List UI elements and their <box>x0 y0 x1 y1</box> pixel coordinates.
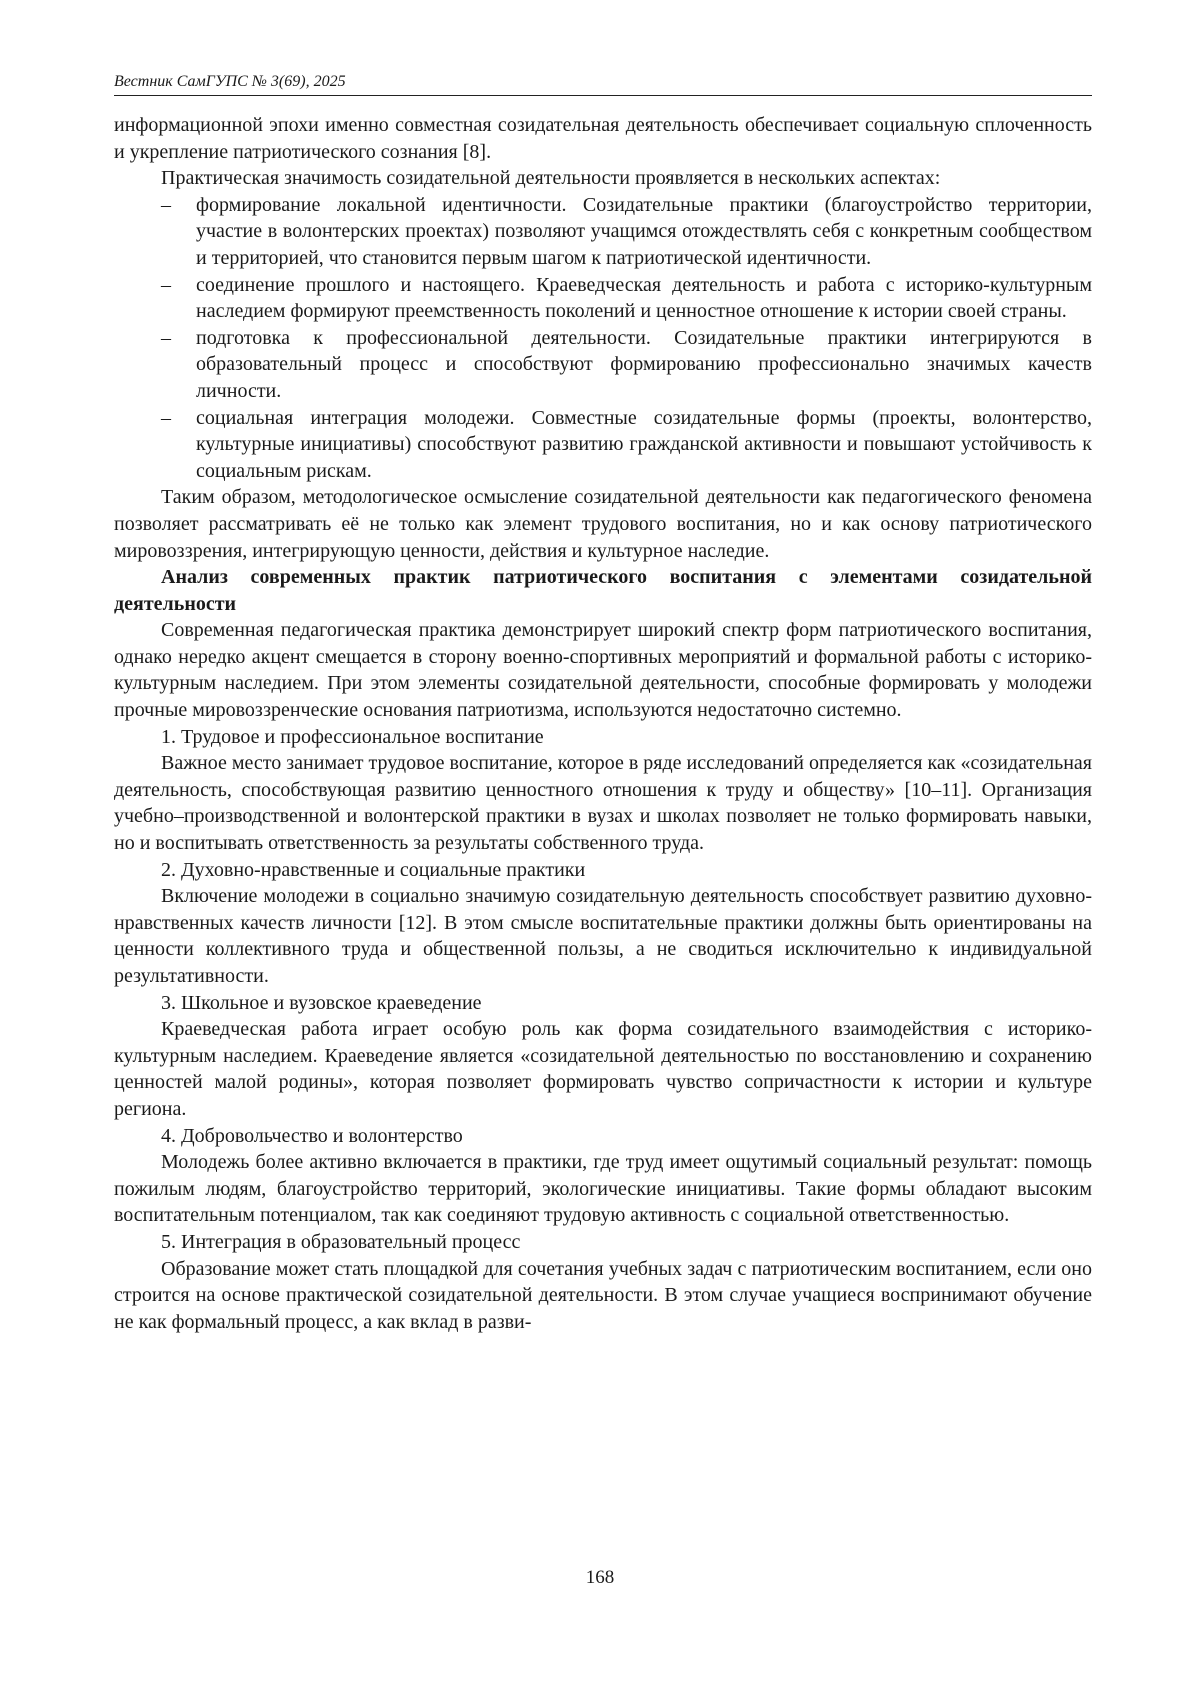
paragraph-aspects-intro: Практическая значимость созидательной деятельности проявляется в нескольких аспектах: <box>161 167 941 190</box>
list-dash: – <box>161 273 171 296</box>
subheading-moral: 2. Духовно-нравственные и социальные практики <box>161 858 586 881</box>
paragraph-conclusion: Таким образом, методологическое осмысление созидательной деятельности как педагогического феномена позволяет рассматривать её не только как элемент трудового воспитания, но и как основу патриотического мировоззрения, интегрирующую ценности, действия и культурное наследие. <box>114 486 1092 562</box>
list-item <box>114 192 1092 272</box>
paragraph-labor: Важное место занимает трудовое воспитание, которое в ряде исследований определяется как «созидательная деятельность, способствующая развитию ценностного отношения к труду и обществу» [10–11]. Организация учебно–производственной и волонтерской практики в вузах и школах позволяет не только формировать навыки, но и воспитывать ответственность за результаты собственного труда. <box>114 752 1092 855</box>
aspects-list <box>114 192 1092 485</box>
subheading-volunteering: 4. Добровольчество и волонтерство <box>161 1124 463 1147</box>
list-item-text: формирование локальной идентичности. Созидательные практики (благоустройство территории, участие в волонтерских проектах) позволяют учащимся отождествлять себя с конкретным сообществом и территорией, что становится первым шагом к патриотической идентичности. <box>196 193 1092 269</box>
list-item <box>114 272 1092 325</box>
subheading-local-history: 3. Школьное и вузовское краеведение <box>161 991 482 1014</box>
subheading-labor: 1. Трудовое и профессиональное воспитание <box>161 725 544 748</box>
running-header: Вестник СамГУПС № 3(69), 2025 <box>114 73 346 90</box>
list-dash: – <box>161 326 171 349</box>
list-item <box>114 405 1092 485</box>
article-body <box>114 112 1092 1335</box>
paragraph-continuation: информационной эпохи именно совместная созидательная деятельность обеспечивает социальную сплоченность и укрепление патриотического сознания [8]. <box>114 114 1092 163</box>
paragraph-practice-overview: Современная педагогическая практика демонстрирует широкий спектр форм патриотического воспитания, однако нередко акцент смещается в сторону военно-спортивных мероприятий и формальной работы с историко-культурным наследием. При этом элементы созидательной деятельности, способные формировать у молодежи прочные мировоззренческие основания патриотизма, используются недостаточно системно. <box>114 619 1092 722</box>
paragraph-moral: Включение молодежи в социально значимую созидательную деятельность способствует развитию духовно-нравственных качеств личности [12]. В этом смысле воспитательные практики должны быть ориентированы на ценности коллективного труда и общественной пользы, а не сводиться исключительно к индивидуальной результативности. <box>114 885 1092 987</box>
list-item-text: подготовка к профессиональной деятельности. Созидательные практики интегрируются в образовательный процесс и способствуют формированию профессионально значимых качеств личности. <box>196 326 1092 402</box>
list-item-text: социальная интеграция молодежи. Совместные созидательные формы (проекты, волонтерство, культурные инициативы) способствуют развитию гражданской активности и повышают устойчивость к социальным рискам. <box>196 406 1092 482</box>
header-rule <box>114 95 1092 96</box>
list-dash: – <box>161 406 171 429</box>
subheading-education: 5. Интеграция в образовательный процесс <box>161 1230 521 1253</box>
page-number: 168 <box>585 1567 615 1588</box>
section-heading: Анализ современных практик патриотического воспитания с элементами созидательной деятельности <box>114 566 1092 615</box>
paragraph-volunteering: Молодежь более активно включается в практики, где труд имеет ощутимый социальный результат: помощь пожилым людям, благоустройство территорий, экологические инициативы. Такие формы обладают высоким воспитательным потенциалом, так как соединяют трудовую активность с социальной ответственностью. <box>114 1151 1092 1227</box>
paragraph-education: Образование может стать площадкой для сочетания учебных задач с патриотическим воспитанием, если оно строится на основе практической созидательной деятельности. В этом случае учащиеся воспринимают обучение не как формальный процесс, а как вклад в разви- <box>114 1257 1092 1333</box>
list-dash: – <box>161 193 171 216</box>
list-item <box>114 325 1092 405</box>
list-item-text: соединение прошлого и настоящего. Краеведческая деятельность и работа с историко-культурным наследием формируют преемственность поколений и ценностное отношение к истории своей страны. <box>196 273 1092 323</box>
paragraph-local-history: Краеведческая работа играет особую роль как форма созидательного взаимодействия с историко-культурным наследием. Краеведение является «созидательной деятельностью по восстановлению и сохранению ценностей малой родины», которая позволяет формировать чувство сопричастности к истории и культуре региона. <box>114 1018 1092 1120</box>
